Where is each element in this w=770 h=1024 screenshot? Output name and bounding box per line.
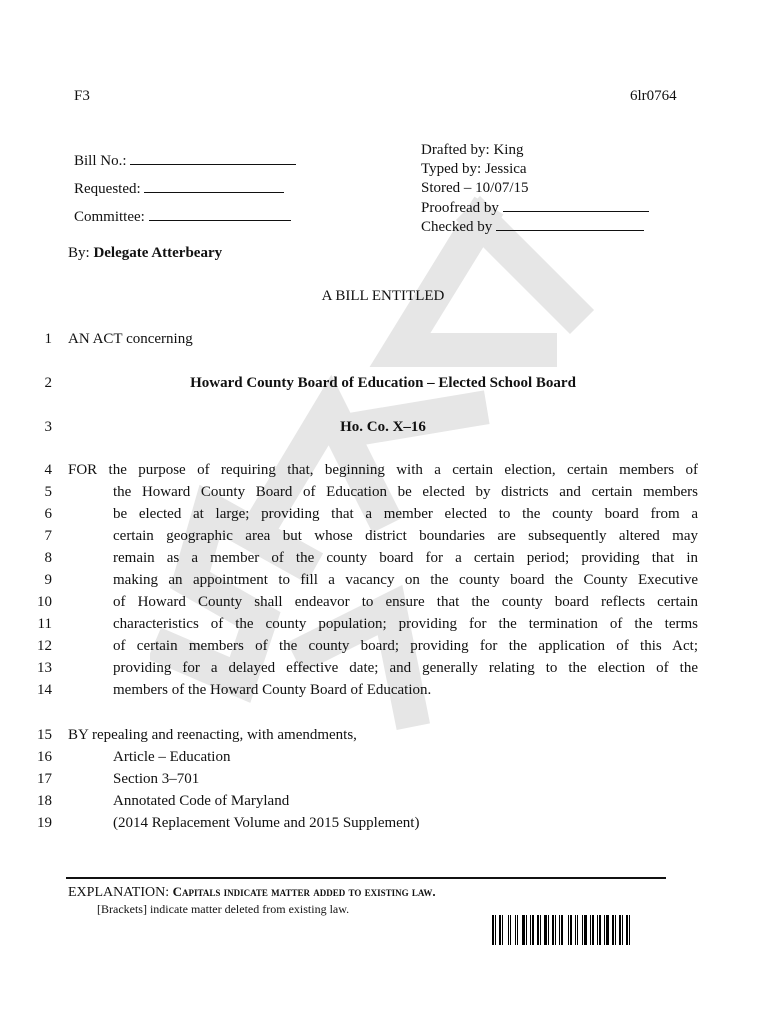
barcode-bar: [544, 915, 547, 945]
barcode-bar: [530, 915, 531, 945]
barcode-bar: [512, 915, 514, 945]
requested-field: [74, 180, 284, 198]
line-number: 8: [44, 550, 52, 566]
line-text: AN ACT concerning: [68, 331, 193, 347]
barcode-bar: [555, 915, 556, 945]
barcode-bar: [559, 915, 560, 945]
line-text: Ho. Co. X–16: [340, 419, 426, 435]
barcode-bar: [592, 915, 594, 945]
proofread-field: [421, 199, 649, 217]
line-text: (2014 Replacement Volume and 2015 Supplement): [113, 815, 420, 831]
line-number: 9: [44, 572, 52, 588]
requested-label: Requested:: [74, 181, 141, 197]
barcode-bar: [564, 915, 567, 945]
barcode-bar: [502, 915, 503, 945]
line-text: be elected at large; providing that a member elected to the county board from a: [113, 506, 698, 522]
barcode-bar: [522, 915, 525, 945]
checked-field: [421, 218, 644, 236]
line-number: 7: [44, 528, 52, 544]
footer-rule: [66, 877, 666, 879]
line-text: characteristics of the county population; providing for the termination of the terms: [113, 616, 698, 632]
line-text: Section 3–701: [113, 771, 200, 787]
line-number: 4: [44, 462, 52, 478]
line-text: providing for a delayed effective date; and generally relating to the election of the: [113, 660, 698, 676]
code-left: F3: [74, 88, 90, 104]
barcode-bar: [615, 915, 616, 945]
code-right: 6lr0764: [630, 88, 677, 104]
barcode-bar: [519, 915, 521, 945]
barcode-bar: [588, 915, 589, 945]
line-number: 18: [37, 793, 52, 809]
barcode-bar: [606, 915, 609, 945]
barcode-bar: [508, 915, 509, 945]
barcode-bar: [602, 915, 603, 945]
barcode-bar: [542, 915, 543, 945]
committee-field: [74, 208, 291, 226]
bill-no-blank: [130, 152, 296, 165]
checked-label: Checked by: [421, 219, 493, 235]
barcode-bar: [504, 915, 507, 945]
barcode-bar: [590, 915, 591, 945]
barcode-bar: [575, 915, 576, 945]
barcode-bar: [515, 915, 516, 945]
draft-watermark: [150, 180, 650, 740]
bill-no-field: [74, 152, 296, 170]
proofread-blank: [503, 199, 649, 212]
barcode-bar: [612, 915, 614, 945]
barcode-bar: [510, 915, 511, 945]
barcode-bar: [495, 915, 496, 945]
barcode-bar: [492, 915, 494, 945]
barcode-bar: [528, 915, 529, 945]
barcode-bar: [599, 915, 601, 945]
barcode-bar: [577, 915, 578, 945]
barcode-bar: [535, 915, 536, 945]
barcode-bar: [537, 915, 539, 945]
barcode: [492, 915, 680, 945]
line-number: 14: [37, 682, 52, 698]
barcode-bar: [631, 915, 634, 945]
barcode-bar: [619, 915, 621, 945]
explanation-label: EXPLANATION:: [68, 885, 170, 900]
barcode-bar: [595, 915, 596, 945]
line-number: 12: [37, 638, 52, 654]
typed-by: Typed by: Jessica: [421, 161, 527, 177]
line-text: making an appointment to fill a vacancy on the county board the County Executive: [113, 572, 698, 588]
barcode-bar: [629, 915, 630, 945]
barcode-bar: [552, 915, 554, 945]
barcode-bar: [604, 915, 605, 945]
line-number: 1: [44, 331, 52, 347]
line-number: 3: [44, 419, 52, 435]
line-text: FOR the purpose of requiring that, beginning with a certain election, certain members of: [68, 462, 698, 478]
explanation-line: [68, 884, 436, 901]
barcode-bar: [517, 915, 518, 945]
barcode-bar: [557, 915, 558, 945]
line-text: Annotated Code of Maryland: [113, 793, 290, 809]
line-text: BY repealing and reenacting, with amendments,: [68, 727, 357, 743]
barcode-bar: [499, 915, 501, 945]
barcode-bar: [624, 915, 625, 945]
barcode-bar: [548, 915, 549, 945]
line-text: remain as a member of the county board for a certain period; providing that in: [113, 550, 698, 566]
line-number: 6: [44, 506, 52, 522]
stored-date: Stored – 10/07/15: [421, 180, 529, 196]
line-number: 17: [37, 771, 52, 787]
barcode-bar: [626, 915, 628, 945]
line-text: members of the Howard County Board of Education.: [113, 682, 432, 698]
barcode-bar: [597, 915, 598, 945]
barcode-bar: [526, 915, 527, 945]
line-text: of Howard County shall endeavor to ensure that the county board reflects certain: [113, 594, 698, 610]
line-text: Howard County Board of Education – Elected School Board: [190, 375, 576, 391]
barcode-bar: [610, 915, 611, 945]
line-number: 2: [44, 375, 52, 391]
line-text: Article – Education: [113, 749, 231, 765]
line-text: certain geographic area but whose district boundaries are subsequently altered may: [113, 528, 698, 544]
line-number: 19: [37, 815, 52, 831]
requested-blank: [144, 180, 284, 193]
line-number: 11: [37, 616, 52, 632]
barcode-bar: [570, 915, 572, 945]
committee-blank: [149, 208, 291, 221]
drafted-by: Drafted by: King: [421, 142, 524, 158]
line-text: the Howard County Board of Education be elected by districts and certain members: [113, 484, 698, 500]
barcode-bar: [584, 915, 587, 945]
checked-blank: [496, 218, 644, 231]
sponsor: [68, 245, 222, 262]
barcode-bar: [582, 915, 583, 945]
barcode-bar: [573, 915, 574, 945]
explanation-capitals: Capitals indicate matter added to existing law.: [172, 884, 436, 899]
barcode-bar: [579, 915, 581, 945]
line-number: 5: [44, 484, 52, 500]
bill-no-label: Bill No.:: [74, 153, 127, 169]
barcode-bar: [622, 915, 623, 945]
barcode-bar: [540, 915, 541, 945]
barcode-bar: [568, 915, 569, 945]
barcode-bar: [532, 915, 534, 945]
sponsor-name: Delegate Atterbeary: [93, 245, 223, 261]
barcode-bar: [497, 915, 498, 945]
barcode-bar: [550, 915, 551, 945]
line-number: 15: [37, 727, 52, 743]
explanation-brackets: [Brackets] indicate matter deleted from existing law.: [97, 902, 350, 916]
proofread-label: Proofread by: [421, 200, 499, 216]
bill-heading: A BILL ENTITLED: [321, 288, 445, 304]
sponsor-prefix: By:: [68, 245, 90, 261]
line-number: 13: [37, 660, 52, 676]
committee-label: Committee:: [74, 209, 145, 225]
line-text: of certain members of the county board; providing for the application of this Act;: [113, 638, 698, 654]
barcode-bar: [561, 915, 563, 945]
line-number: 10: [37, 594, 52, 610]
barcode-bar: [617, 915, 618, 945]
line-number: 16: [37, 749, 52, 765]
